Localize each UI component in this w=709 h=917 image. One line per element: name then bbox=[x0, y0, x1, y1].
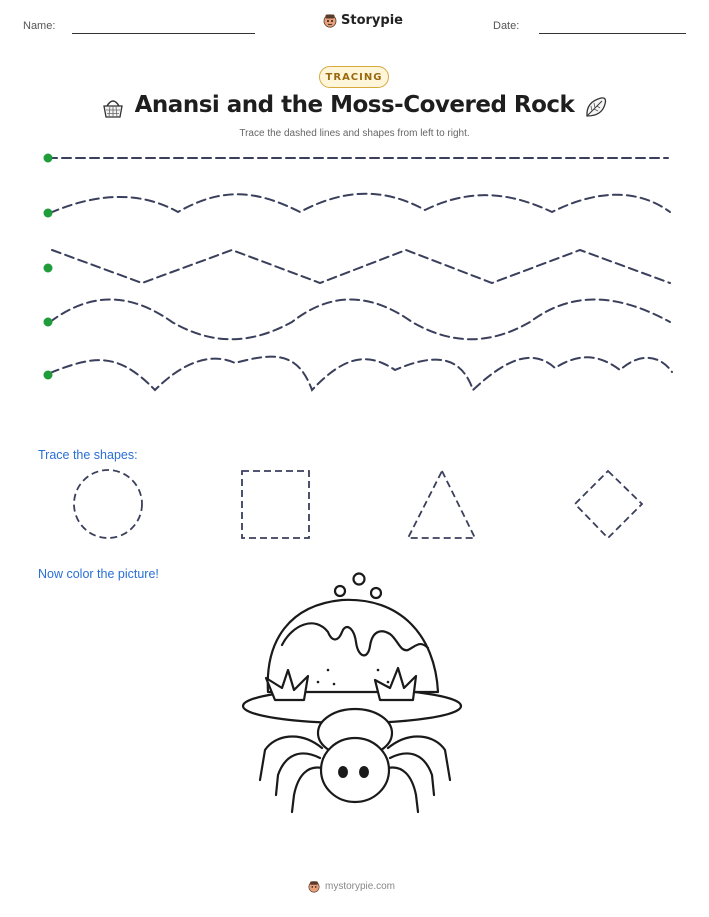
spider-leg bbox=[292, 767, 322, 812]
spider-leg bbox=[260, 736, 322, 780]
footer-url[interactable]: mystorypie.com bbox=[325, 881, 396, 892]
name-label: Name: bbox=[23, 20, 56, 32]
trace-line-deep-wave[interactable] bbox=[50, 357, 672, 390]
rock-speck bbox=[333, 683, 336, 686]
page-title: Anansi and the Moss-Covered Rock bbox=[134, 92, 575, 118]
shape-square[interactable] bbox=[242, 471, 309, 538]
tracing-badge: TRACING bbox=[319, 66, 389, 88]
start-dot bbox=[44, 318, 53, 327]
brand-name: Storypie bbox=[341, 13, 403, 28]
spider-eye bbox=[359, 766, 369, 778]
instructions: Trace the dashed lines and shapes from left to right. bbox=[239, 128, 470, 139]
spider-eye bbox=[338, 766, 348, 778]
shape-circle[interactable] bbox=[74, 470, 142, 538]
storypie-mascot-icon bbox=[308, 880, 320, 893]
shape-triangle[interactable] bbox=[408, 471, 475, 538]
color-heading: Now color the picture! bbox=[38, 567, 159, 581]
start-dot bbox=[44, 209, 53, 218]
trace-line-wave[interactable] bbox=[50, 300, 670, 340]
bubble bbox=[335, 586, 345, 596]
rock-speck bbox=[327, 669, 330, 672]
spider-rock-illustration[interactable] bbox=[230, 570, 480, 860]
start-dot bbox=[44, 154, 53, 163]
spider-leg bbox=[390, 753, 434, 795]
footer bbox=[308, 880, 395, 893]
spider-head bbox=[321, 738, 389, 802]
bubble bbox=[371, 588, 381, 598]
spider-leg bbox=[388, 767, 418, 812]
shapes-heading: Trace the shapes: bbox=[38, 448, 138, 462]
start-dot bbox=[44, 371, 53, 380]
shape-diamond[interactable] bbox=[575, 471, 642, 538]
spider-leg bbox=[276, 753, 320, 795]
date-label: Date: bbox=[493, 20, 520, 32]
start-dot bbox=[44, 264, 53, 273]
bubble bbox=[354, 574, 365, 585]
rock-speck bbox=[377, 669, 380, 672]
spider-leg bbox=[388, 736, 450, 780]
trace-line-zigzag[interactable] bbox=[52, 250, 670, 283]
rock-speck bbox=[317, 681, 320, 684]
tracing-shapes bbox=[0, 460, 709, 555]
rock-speck bbox=[387, 681, 390, 684]
tracing-lines bbox=[0, 0, 709, 400]
trace-line-gentle-wave[interactable] bbox=[50, 194, 670, 213]
